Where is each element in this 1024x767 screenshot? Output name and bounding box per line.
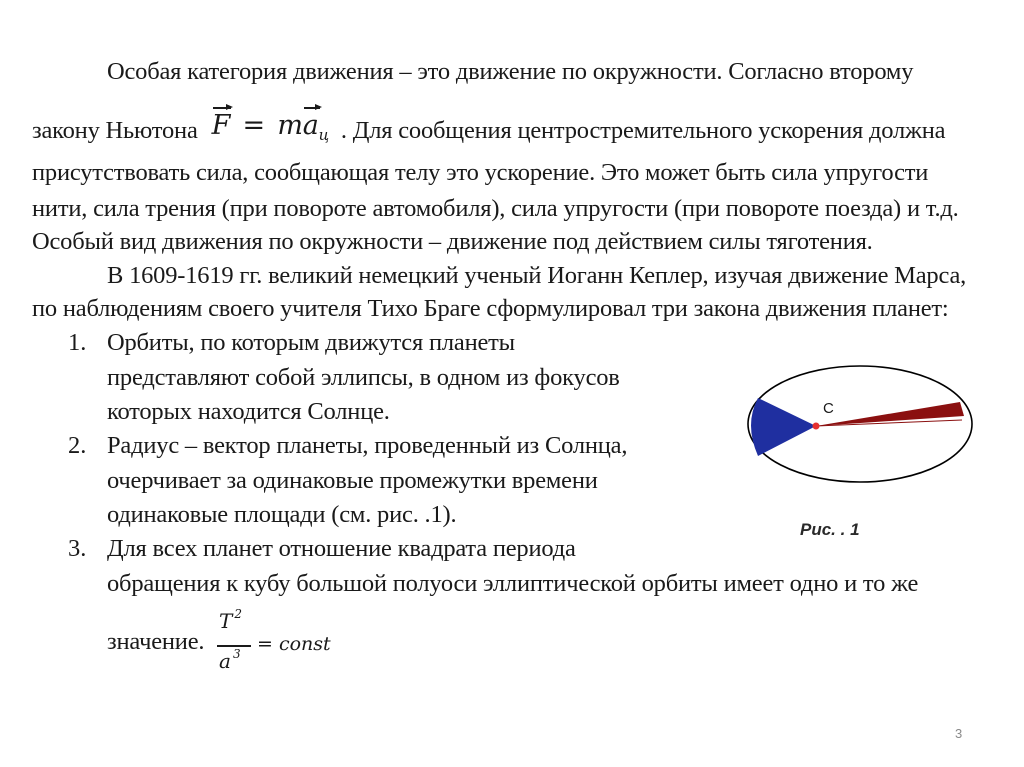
law2-line2: очерчивает за одинаковые промежутки времени bbox=[107, 467, 598, 494]
denominator-exponent: 3 bbox=[232, 647, 241, 661]
paragraph1-line3: присутствовать сила, сообщающая телу это ускорение. Это может быть сила упругости bbox=[32, 159, 929, 186]
law3-line1: Для всех планет отношение квадрата периода bbox=[107, 535, 576, 562]
formula-equals: = bbox=[242, 110, 265, 141]
left-sector bbox=[751, 398, 816, 456]
newton-formula bbox=[212, 110, 329, 145]
formula-denominator: a $^3$ bbox=[219, 647, 241, 673]
paragraph1-line4: нити, сила трения (при повороте автомобиля), сила упругости (при повороте поезда) и т.д. bbox=[32, 195, 959, 222]
paragraph1-line5: Особый вид движения по окружности – движение под действием силы тяготения. bbox=[32, 228, 873, 255]
paragraph2-line2: по наблюдениям своего учителя Тихо Браге сформулировал три закона движения планет: bbox=[32, 295, 949, 322]
paragraph1-line2 bbox=[32, 110, 946, 149]
force-vector: F bbox=[211, 110, 231, 141]
law1-line2: представляют собой эллипсы, в одном из фокусов bbox=[107, 364, 620, 391]
numerator-exponent: 2 bbox=[234, 607, 242, 621]
law3-line3: значение. bbox=[107, 628, 205, 655]
law3-line2: обращения к кубу большой полуоси эллиптической орбиты имеет одно и то же bbox=[107, 570, 919, 597]
law3-number: 3. bbox=[68, 535, 87, 562]
formula-const: = const bbox=[257, 633, 331, 655]
paragraph1-line2-prefix: закону Ньютона bbox=[32, 117, 198, 144]
orbit-figure bbox=[744, 360, 976, 488]
law2-line3: одинаковые площади (см. рис. .1). bbox=[107, 501, 457, 528]
sun-label: C bbox=[823, 400, 834, 417]
law2-number: 2. bbox=[68, 432, 87, 459]
page-number: 3 bbox=[955, 726, 963, 741]
sun-dot bbox=[813, 423, 820, 430]
paragraph2-line1: В 1609-1619 гг. великий немецкий ученый Иоганн Кеплер, изучая движение Марса, bbox=[107, 262, 967, 289]
paragraph1-line1: Особая категория движения – это движение по окружности. Согласно второму bbox=[107, 58, 914, 85]
acceleration-vector: a bbox=[302, 110, 319, 141]
law1-line3: которых находится Солнце. bbox=[107, 398, 390, 425]
law1-line1: Орбиты, по которым движутся планеты bbox=[107, 329, 515, 356]
paragraph1-line2-suffix: . Для сообщения центростремительного ускорения должна bbox=[340, 117, 946, 144]
formula-mass: m bbox=[277, 110, 303, 141]
right-sector bbox=[816, 402, 964, 426]
law1-number: 1. bbox=[68, 329, 87, 356]
formula-subscript: ц bbox=[318, 126, 329, 144]
formula-numerator: T $^2$ bbox=[219, 607, 242, 633]
law2-line1: Радиус – вектор планеты, проведенный из Солнца, bbox=[107, 432, 628, 459]
figure-caption: Рис. . 1 bbox=[800, 520, 860, 539]
